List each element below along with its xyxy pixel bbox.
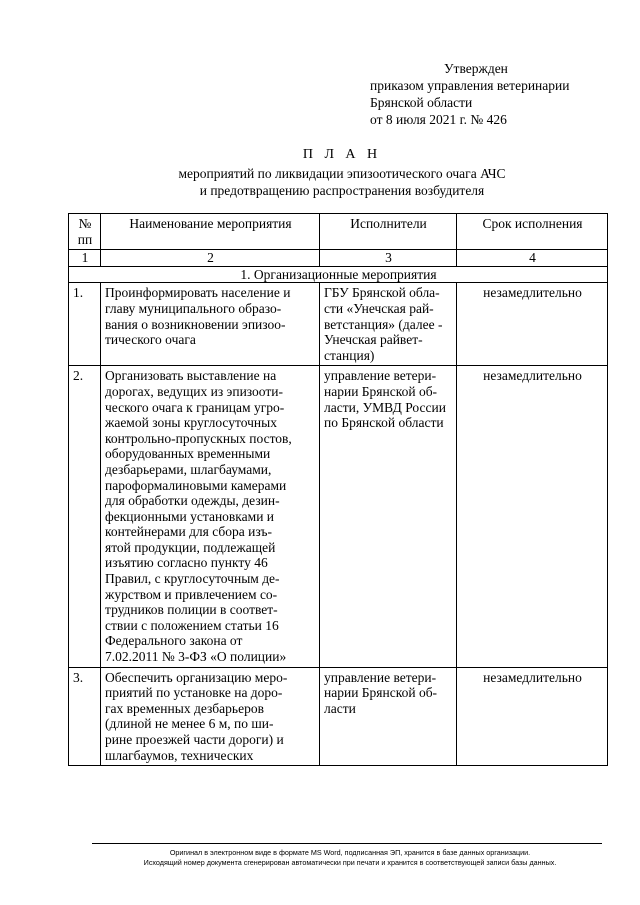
executor-line: нарии Брянской об- (324, 383, 438, 399)
executor-line: ласти, УМВД России (324, 399, 446, 415)
executor-line: ветстанция» (далее - (324, 316, 443, 332)
measure-line: гах временных дезбарьеров (105, 700, 264, 716)
table-row (69, 667, 608, 766)
measure-line: контейнерами для сбора изъ- (105, 524, 272, 540)
measure-line: главу муниципального образо- (105, 300, 282, 316)
table-header-row (69, 214, 608, 250)
measure-line: вания о возникновении эпизоо- (105, 316, 286, 332)
header-deadline: Срок исполнения (457, 214, 608, 250)
measure-line: приятий по установке на доро- (105, 685, 283, 701)
header-executors: Исполнители (320, 214, 457, 250)
measure-line: Организовать выставление на (105, 368, 277, 384)
executor-line: станция) (324, 347, 375, 363)
section-row (69, 266, 608, 283)
section-title: 1. Организационные мероприятия (69, 266, 608, 283)
header-measure-name: Наименование мероприятия (101, 214, 320, 250)
measure-line: ческого очага к границам угро- (105, 399, 285, 415)
executor-line: нарии Брянской об- (324, 685, 438, 701)
measure-line: дорогах, ведущих из эпизооти- (105, 383, 283, 399)
executor-line: ГБУ Брянской обла- (324, 285, 440, 301)
executor-line: Унечская райвет- (324, 332, 423, 348)
approval-line: приказом управления ветеринарии (370, 78, 570, 93)
row-number: 3. (69, 667, 101, 766)
measure-line: 7.02.2011 № 3-ФЗ «О полиции» (105, 649, 287, 665)
title-subtitle-line: мероприятий по ликвидации эпизоотического очага АЧС (178, 166, 506, 181)
measure-line: ствии с положением статьи 16 (105, 617, 279, 633)
table-row (69, 283, 608, 366)
executor-line: управление ветери- (324, 368, 437, 384)
executor-cell (320, 283, 457, 366)
footer-note (60, 848, 640, 868)
executor-line: сти «Унечская рай- (324, 300, 434, 316)
measure-line: (длиной не менее 6 м, по ши- (105, 716, 274, 732)
deadline-cell: незамедлительно (457, 283, 608, 366)
executor-cell (320, 366, 457, 667)
document-title (70, 146, 614, 199)
footer-divider (92, 843, 602, 844)
measure-line: Проинформировать население и (105, 285, 291, 301)
measure-line: дезбарьерами, шлагбаумами, (105, 461, 272, 477)
measure-name-cell (101, 366, 320, 667)
executor-line: ласти (324, 700, 356, 716)
footer-line: Исходящий номер документа сгенерирован автоматически при печати и хранится в соответствующей записи базы данных. (143, 858, 557, 867)
column-number-row (69, 250, 608, 267)
column-number: 4 (457, 250, 608, 267)
measure-line: для обработки одежды, дезин- (105, 493, 280, 509)
measure-line: фекционными установками и (105, 508, 275, 524)
measure-name-cell (101, 283, 320, 366)
measure-line: трудников полиции в соответ- (105, 602, 278, 618)
approval-block (370, 60, 569, 128)
measure-line: изъятию согласно пункту 46 (105, 555, 268, 571)
measure-name-cell (101, 667, 320, 766)
measure-line: журством и привлечением со- (105, 586, 278, 602)
deadline-cell: незамедлительно (457, 366, 608, 667)
executor-line: управление ветери- (324, 669, 437, 685)
title-subtitle-line: и предотвращению распространения возбудителя (199, 183, 485, 198)
executor-cell (320, 667, 457, 766)
measure-line: контрольно-пропускных постов, (105, 430, 292, 446)
measures-table (68, 213, 608, 766)
measure-line: Правил, с круглосуточным де- (105, 571, 280, 587)
column-number: 3 (320, 250, 457, 267)
measure-line: Федерального закона от (105, 633, 243, 649)
measure-line: тического очага (105, 332, 196, 348)
measure-line: жаемой зоны круглосуточных (105, 415, 277, 431)
approval-line: от 8 июля 2021 г. № 426 (370, 112, 507, 127)
approval-line: Брянской области (370, 95, 473, 110)
executor-line: по Брянской области (324, 415, 444, 431)
deadline-cell: незамедлительно (457, 667, 608, 766)
approval-line: Утвержден (444, 61, 508, 76)
row-number: 1. (69, 283, 101, 366)
measure-line: шлагбаумов, технических (105, 747, 254, 763)
row-number: 2. (69, 366, 101, 667)
measure-line: пароформалиновыми камерами (105, 477, 287, 493)
table-row (69, 366, 608, 667)
plan-heading: П Л А Н (302, 147, 382, 162)
measure-line: ятой продукции, подлежащей (105, 539, 276, 555)
measure-line: Обеспечить организацию меро- (105, 669, 288, 685)
column-number: 1 (69, 250, 101, 267)
column-number: 2 (101, 250, 320, 267)
footer-line: Оригинал в электронном виде в формате MS Word, подписанная ЭП, хранится в базе данных организации. (169, 848, 531, 857)
measure-line: рине проезжей части дороги) и (105, 732, 284, 747)
header-number: № пп (69, 214, 101, 250)
measure-line: оборудованных временными (105, 446, 271, 462)
